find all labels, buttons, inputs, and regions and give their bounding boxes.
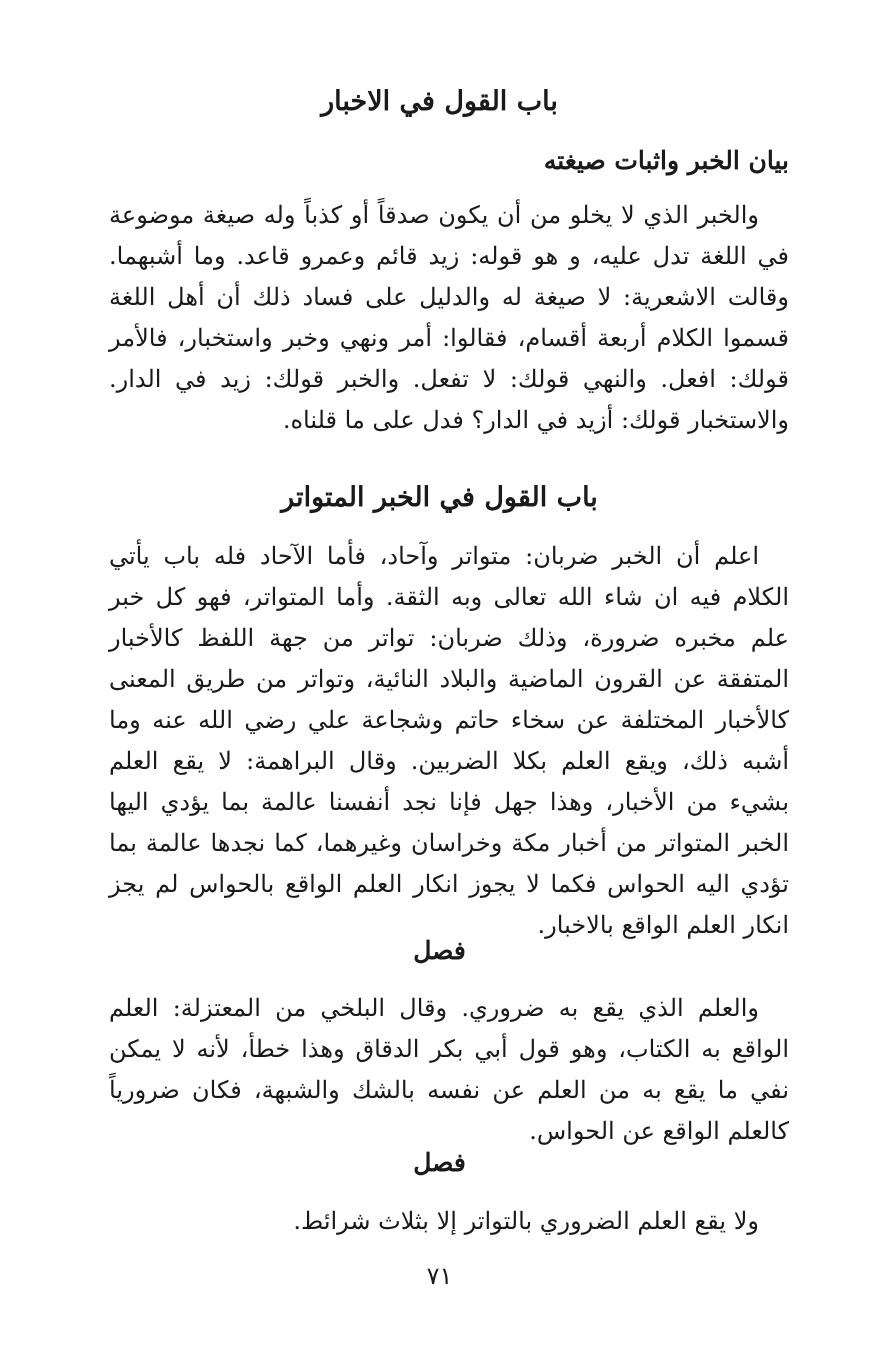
section-title-fasl-1: فصل (413, 936, 466, 965)
section-title-fasl-2: فصل (413, 1148, 466, 1177)
subsection-title-report-form: بيان الخبر واثبات صيغته (543, 146, 789, 175)
paragraph-three-conditions (109, 1201, 789, 1242)
paragraph-text: اعلم أن الخبر ضربان: متواتر وآحاد، فأما الآحاد فله باب يأتي الكلام فيه ان شاء الله تعالى وبه الثقة. وأما المتواتر، فهو كل خبر علم مخبره ضرورة، وذلك ضربان: تواتر من جهة اللفظ كالأخبار المتفقة عن القرون الماضية والبلاد النائية، وتواتر من طريق المعنى كالأخبار المختلفة عن سخاء حاتم وشجاعة علي رضي الله عنه وما أشبه ذلك، ويقع العلم بكلا الضربين. وقال البراهمة: لا يقع العلم بشيء من الأخبار، وهذا جهل فإنا نجد أنفسنا عالمة بما يؤدي اليها الخبر المتواتر من أخبار مكة وخراسان وغيرهما، كما نجدها عالمة بما تؤدي اليه الحواس فكما لا يجوز انكار العلم الواقع بالحواس لم يجز انكار العلم الواقع بالاخبار. (109, 542, 789, 939)
paragraph-text: والخبر الذي لا يخلو من أن يكون صدقاً أو كذباً وله صيغة موضوعة في اللغة تدل عليه، و هو قوله: زيد قائم وعمرو قاعد. وما أشبهما. وقالت الاشعرية: لا صيغة له والدليل على فساد ذلك أن أهل اللغة قسموا الكلام أربعة أقسام، فقالوا: أمر ونهي وخبر واستخبار، فالأمر قولك: افعل. والنهي قولك: لا تفعل. والخبر قولك: زيد في الدار. والاستخبار قولك: أزيد في الدار؟ فدل على ما قلناه. (109, 201, 789, 434)
paragraph-report-definition (109, 195, 789, 441)
section-title-reports: باب القول في الاخبار (321, 86, 558, 117)
paragraph-text: والعلم الذي يقع به ضروري. وقال البلخي من المعتزلة: العلم الواقع به الكتاب، وهو قول أبي بكر الدقاق وهذا خطأ، لأنه لا يمكن نفي ما يقع به من العلم عن نفسه بالشك والشبهة، فكان ضرورياً كالعلم الواقع عن الحواس. (109, 994, 789, 1145)
paragraph-mutawatir (109, 536, 789, 946)
paragraph-text: ولا يقع العلم الضروري بالتواتر إلا بثلاث شرائط. (293, 1207, 759, 1235)
section-title-mutawatir: باب القول في الخبر المتواتر (281, 482, 598, 513)
paragraph-necessary-knowledge (109, 988, 789, 1152)
page-number: ٧١ (426, 1262, 453, 1290)
